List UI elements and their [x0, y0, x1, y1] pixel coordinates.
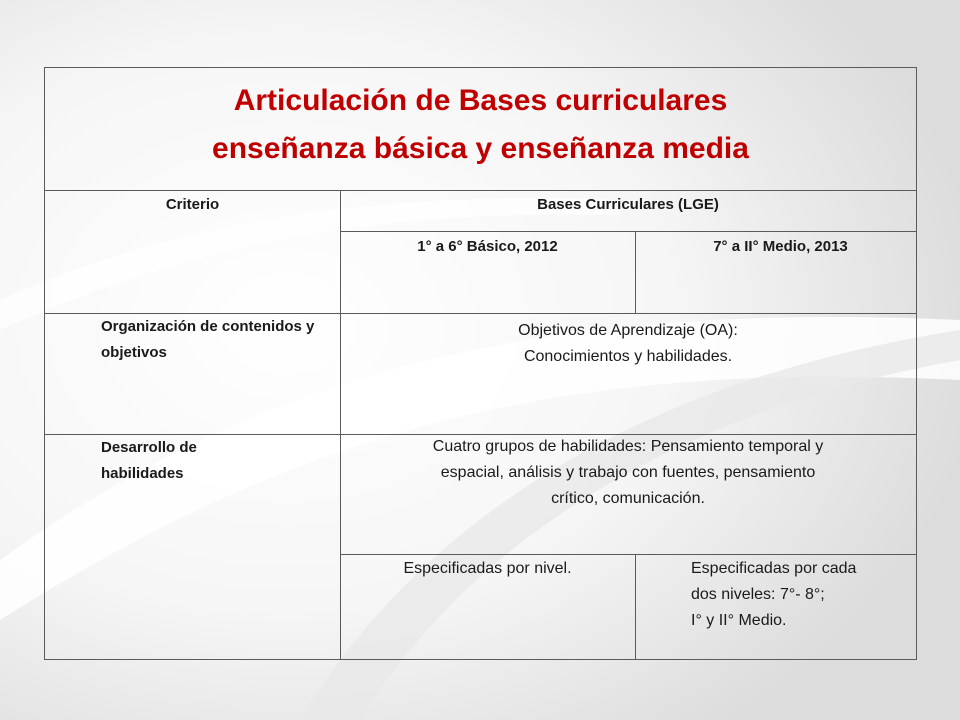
header-bases-curriculares: Bases Curriculares (LGE): [537, 196, 719, 213]
title-line-1: Articulación de Bases curriculares: [233, 84, 728, 117]
row2-content-line1: Cuatro grupos de habilidades: Pensamiento temporal y: [432, 438, 824, 455]
row2-content-line3: crítico, comunicación.: [551, 490, 705, 507]
row2-sub-basico: Especificadas por nivel.: [403, 560, 572, 577]
divider-criterio-column: [340, 190, 341, 660]
row2-criterio: Desarrollo de habilidades: [101, 439, 197, 482]
row2-sub-medio-line2: dos niveles: 7°- 8°;: [691, 586, 825, 603]
row2-content: [350, 434, 906, 512]
row1-content-line1: Objetivos de Aprendizaje (OA):: [518, 322, 738, 339]
title-line-2: enseñanza básica y enseñanza media: [212, 132, 749, 165]
divider-row2-subrow: [340, 554, 916, 555]
divider-row2-subcolumn: [635, 554, 636, 660]
row1-criterio: Organización de contenidos y objetivos: [101, 318, 315, 361]
row1-content: [340, 318, 916, 370]
row2-sub-medio-line1: Especificadas por cada: [691, 560, 857, 577]
row2-sub-medio: [691, 556, 911, 634]
header-medio: 7° a II° Medio, 2013: [713, 238, 848, 255]
divider-header-subcolumn: [635, 231, 636, 313]
header-criterio: Criterio: [165, 196, 220, 213]
header-basico: 1° a 6° Básico, 2012: [417, 238, 558, 255]
row2-sub-medio-line3: I° y II° Medio.: [691, 612, 787, 629]
divider-header-subrow: [340, 231, 916, 232]
slide-title: [45, 68, 916, 191]
row2-content-line2: espacial, análisis y trabajo con fuentes, pensamiento: [440, 464, 816, 481]
row1-content-line2: Conocimientos y habilidades.: [523, 348, 733, 365]
curriculum-table: [44, 67, 917, 660]
